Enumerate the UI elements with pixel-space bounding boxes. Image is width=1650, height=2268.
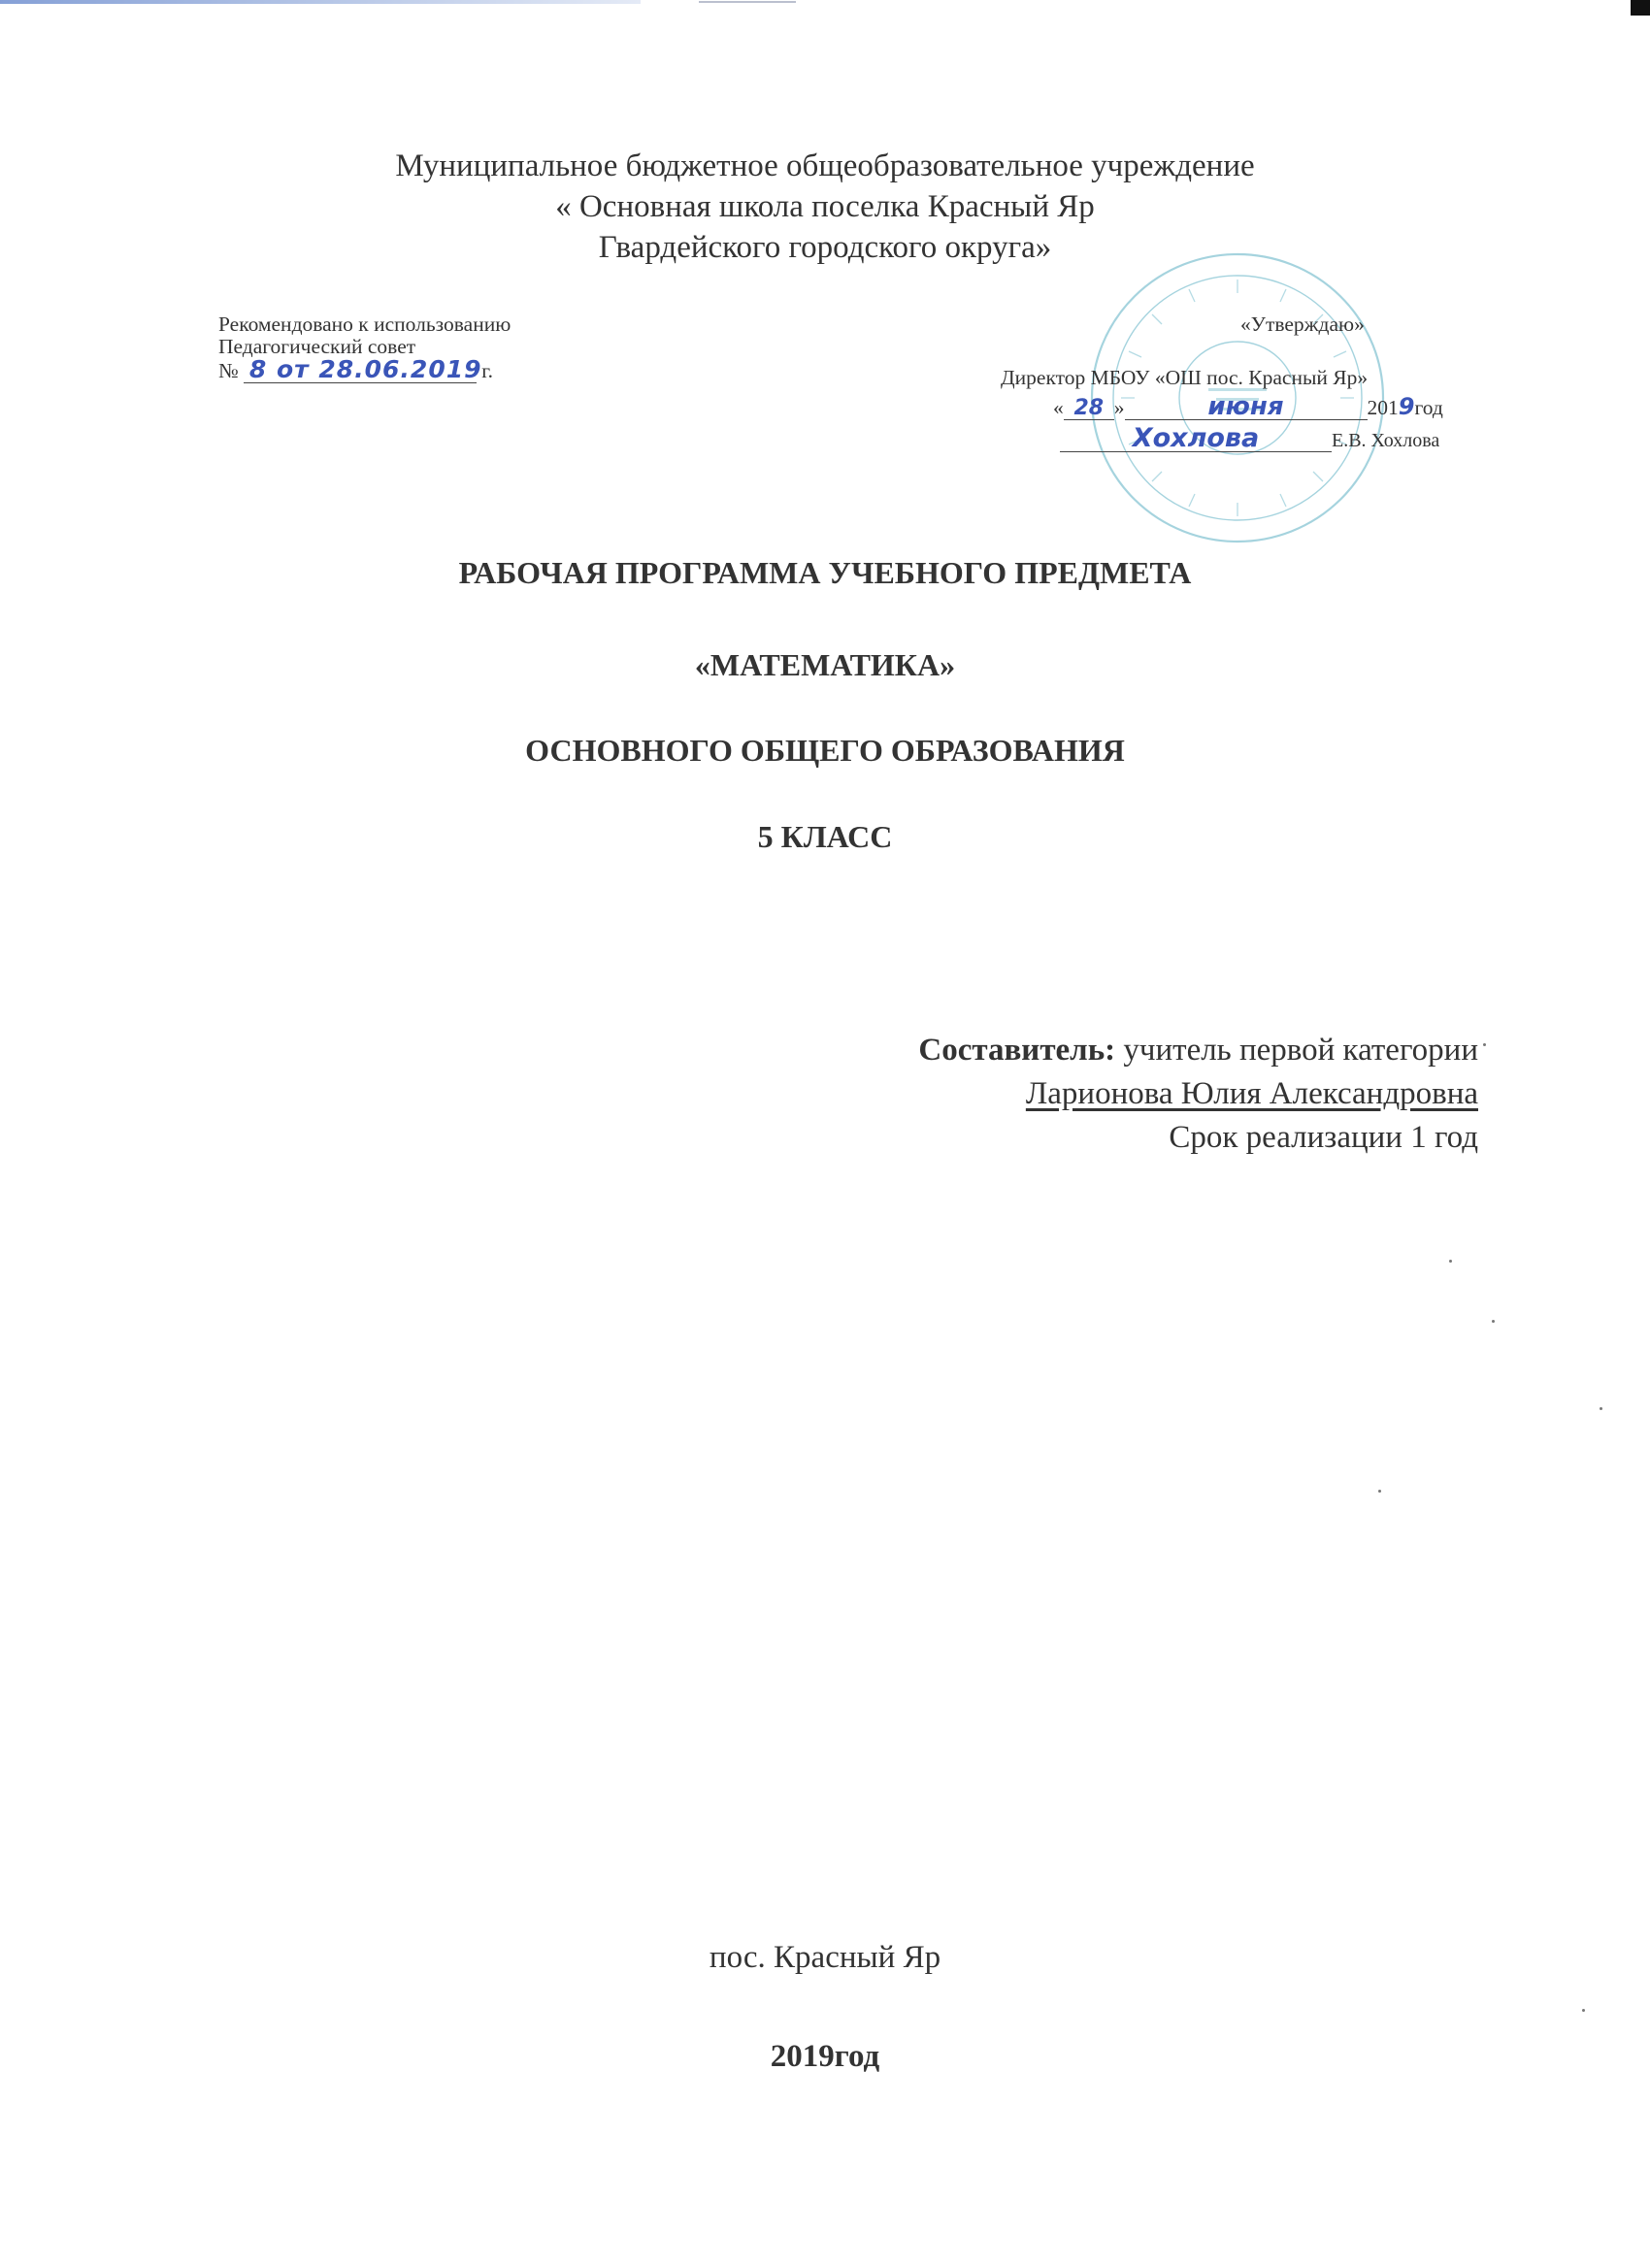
compiler-role: учитель первой категории (1115, 1033, 1478, 1068)
title-line-1: РАБОЧАЯ ПРОГРАММА УЧЕБНОГО ПРЕДМЕТА (458, 555, 1192, 590)
scan-speck (1492, 1320, 1495, 1323)
director-position: Директор МБОУ «ОШ пос. Красный Яр» (1001, 366, 1369, 389)
approve-title: «Утверждаю» (1240, 312, 1365, 336)
director-signature: Хохлова (1132, 423, 1260, 453)
number-sign: № (218, 359, 239, 382)
scan-edge-grey (699, 1, 796, 3)
scan-edge (0, 0, 1650, 8)
council-number-handwritten: 8 от 28.06.2019 (248, 355, 482, 383)
implementation-term: Срок реализации 1 год (1169, 1120, 1478, 1155)
recommendation-block (218, 313, 511, 383)
director-name: Е.В. Хохлова (1332, 430, 1440, 451)
scan-speck (1600, 1407, 1602, 1410)
compiler-block (918, 1029, 1478, 1160)
number-suffix: г. (481, 359, 494, 382)
council-number-field (244, 355, 482, 383)
signature-field (1060, 423, 1332, 453)
recommended-line-2: Педагогический совет (218, 335, 416, 358)
compiler-label: Составитель: (918, 1033, 1116, 1068)
date-month-handwritten: июня (1207, 392, 1284, 421)
compiler-name: Ларионова Юлия Александровна (1025, 1076, 1478, 1111)
date-open-quote: « (1053, 396, 1064, 419)
date-day-handwritten: 28 (1073, 396, 1105, 420)
header-line-2: « Основная школа поселка Красный Яр (555, 189, 1095, 224)
compiler-row (918, 1029, 1478, 1072)
title-line-4: 5 КЛАСС (757, 819, 893, 854)
scan-speck (1449, 1260, 1452, 1263)
scan-edge-blue (0, 0, 641, 4)
year-digit-handwritten: 9 (1398, 393, 1415, 420)
scan-speck (1582, 2009, 1585, 2012)
header-line-3: Гвардейского городского округа» (598, 230, 1052, 265)
date-close-quote: » (1113, 396, 1125, 419)
date-day-field (1064, 397, 1114, 420)
year-prefix: 201 (1367, 396, 1399, 419)
approval-date-row (1053, 392, 1443, 421)
header-line-1: Муниципальное бюджетное общеобразовательное учреждение (395, 148, 1255, 183)
title-line-2: «МАТЕМАТИКА» (694, 647, 956, 682)
scan-speck (1483, 1043, 1486, 1046)
scan-corner-mark (1631, 0, 1650, 16)
date-month-field (1125, 392, 1368, 421)
footer-place: пос. Красный Яр (709, 1940, 941, 1975)
footer-year: 2019год (770, 2039, 880, 2074)
recommended-line-1: Рекомендовано к использованию (218, 312, 512, 336)
signature-row (1060, 423, 1440, 453)
council-number-row (218, 355, 511, 383)
scan-speck (1378, 1490, 1381, 1493)
title-line-3: ОСНОВНОГО ОБЩЕГО ОБРАЗОВАНИЯ (525, 733, 1125, 768)
year-suffix: год (1414, 396, 1443, 419)
